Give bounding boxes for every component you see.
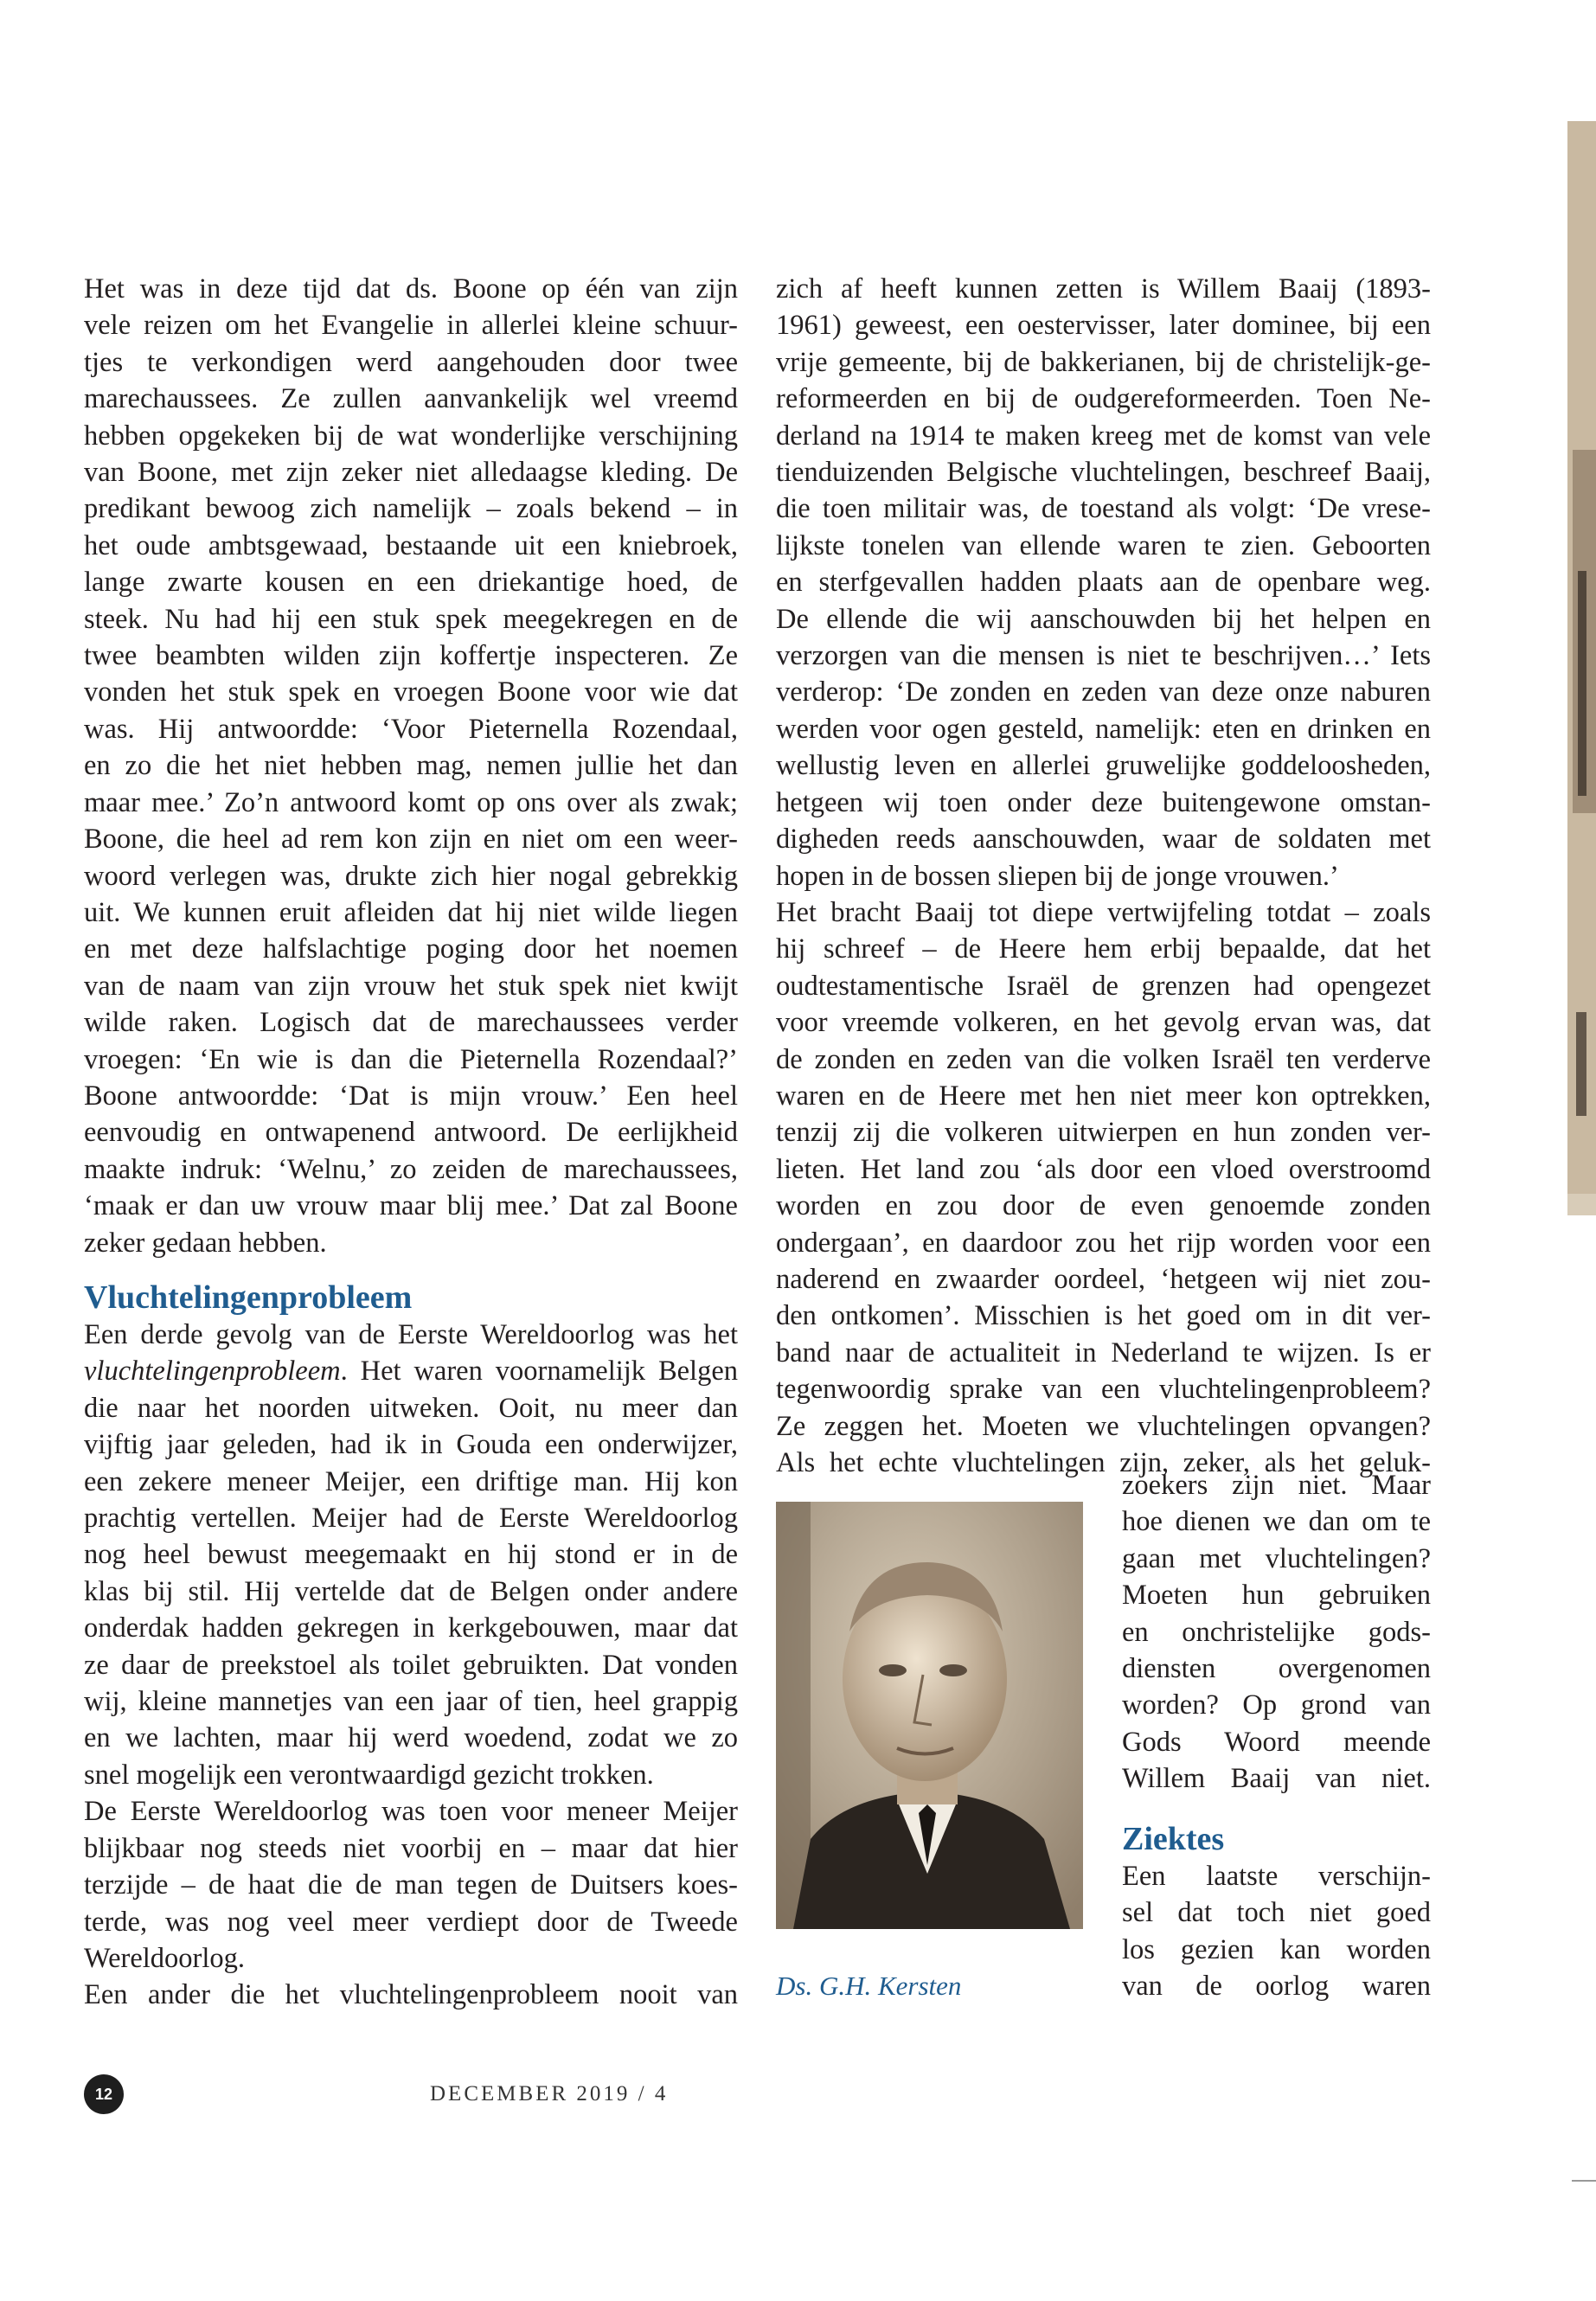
text-line: Willem Baaij van niet. — [1122, 1763, 1431, 1795]
adjacent-page-photo-edge — [1567, 121, 1596, 1215]
article-ziektes-column — [1122, 1858, 1431, 2005]
paragraph-vluchtelingen — [84, 1317, 738, 2014]
article-left-column-section — [84, 1317, 738, 2014]
text-line: uit. We kunnen eruit afleiden dat hij niet wilde liegen — [84, 896, 738, 928]
text-line: en met deze halfslachtige poging door het noemen — [84, 933, 738, 965]
text-line: van Boone, met zijn zeker niet alledaagse kleding. De — [84, 457, 738, 489]
page-number-badge: 12 — [84, 2074, 124, 2114]
text-line: Het bracht Baaij tot diepe vertwijfeling totdat – zoals — [776, 896, 1431, 928]
text-line: vonden het stuk spek en vroegen Boone voor wie dat — [84, 676, 738, 708]
text-line: Boone, die heel ad rem kon zijn en niet om een weer- — [84, 824, 738, 856]
text-line: hopen in de bossen sliepen bij de jonge vrouwen.’ — [776, 860, 1339, 892]
text-line: verderop: ‘De zonden en zeden van deze onze naburen — [776, 676, 1431, 708]
text-line: lieten. Het land zou ‘als door een vloed overstroomd — [776, 1153, 1431, 1185]
text-line: wilde raken. Logisch dat de marechaussees verder — [84, 1007, 738, 1039]
text-line: zoekers zijn niet. Maar — [1122, 1470, 1431, 1501]
text-line: maar mee.’ Zo’n antwoord komt op ons over als zwak; — [84, 786, 738, 818]
text-line: hetgeen wij toen onder deze buitengewone omstan- — [776, 786, 1431, 818]
text-line: den ontkomen’. Misschien is het goed om in dit ver- — [776, 1300, 1431, 1332]
text-line: prachtig vertellen. Meijer had de Eerste Wereldoorlog — [84, 1503, 738, 1535]
text-line: vele reizen om het Evangelie in allerlei kleine schuur- — [84, 310, 738, 342]
text-line: naderend en zwaarder oordeel, ‘hetgeen wij niet zou- — [776, 1263, 1431, 1295]
text-line: derland na 1914 te maken kreeg met de komst van vele — [776, 420, 1431, 452]
text-line: reformeerden en bij de oudgereformeerden. Toen Ne- — [776, 383, 1431, 415]
adjacent-photo-strip — [1567, 121, 1596, 1215]
text-line: twee beambten wilden zijn koffertje inspecteren. Ze — [84, 640, 738, 672]
text-line: vroegen: ‘En wie is dan die Pieternella Rozendaal?’ — [84, 1043, 738, 1075]
text-line: en zo die het niet hebben mag, nemen jullie het dan — [84, 750, 738, 782]
text-line: digheden reeds aanschouwden, waar de soldaten met — [776, 824, 1431, 856]
text-line: tienduizenden Belgische vluchtelingen, beschreef Baaij, — [776, 457, 1431, 489]
text-line: Gods Woord meende — [1122, 1726, 1431, 1758]
text-line: ondergaan’, en daardoor zou het rijp worden voor een — [776, 1227, 1431, 1259]
text-line: een zekere meneer Meijer, een driftige man. Hij kon — [84, 1465, 738, 1497]
photo-caption: Ds. G.H. Kersten — [776, 1971, 962, 2001]
text-line: waren en de Heere met hen niet meer kon optrekken, — [776, 1080, 1431, 1112]
text-line: blijkbaar nog steeds niet voorbij en – maar dat hier — [84, 1832, 738, 1864]
text-line: die naar het noorden uitweken. Ooit, nu meer dan — [84, 1392, 738, 1424]
text-line: hij schreef – de Heere hem erbij bepaalde, dat het — [776, 933, 1431, 965]
text-line: hebben opgekeken bij de wat wonderlijke verschijning — [84, 420, 738, 452]
text-line: Wereldoorlog. — [84, 1942, 246, 1974]
article-right-column — [776, 271, 1431, 1481]
portrait-photo — [776, 1502, 1083, 1929]
text-line: worden? Op grond van — [1122, 1689, 1431, 1721]
text-line: De ellende die wij aanschouwden bij het helpen en — [776, 603, 1431, 635]
text-line: gaan met vluchtelingen? — [1122, 1542, 1431, 1574]
text-line: tenzij zij die volkeren uitwierpen en hun zonden ver- — [776, 1117, 1431, 1149]
text-line: snel mogelijk een verontwaardigd gezicht trokken. — [84, 1759, 654, 1791]
text-line: was. Hij antwoordde: ‘Voor Pieternella Rozendaal, — [84, 713, 738, 745]
text-fragment: . Het waren voornamelijk Belgen — [340, 1356, 738, 1388]
issue-label: DECEMBER 2019 / 4 — [430, 2082, 669, 2106]
text-line: diensten overgenomen — [1122, 1653, 1431, 1685]
text-line: Moeten hun gebruiken — [1122, 1580, 1431, 1612]
text-line: hoe dienen we dan om te — [1122, 1506, 1431, 1538]
text-line: oudtestamentische Israël de grenzen had opengezet — [776, 970, 1431, 1002]
text-line: die toen militair was, de toestand als volgt: ‘De vrese- — [776, 493, 1431, 525]
text-line: los gezien kan worden — [1122, 1933, 1431, 1965]
article-left-column — [84, 271, 738, 1261]
italic-term: vluchtelingenprobleem — [84, 1356, 341, 1388]
text-line: en we lachten, maar hij werd woedend, zodat we zo — [84, 1722, 738, 1754]
text-line: ze daar de preekstoel als toilet gebruikten. Dat vonden — [84, 1649, 738, 1681]
text-line: tjes te verkondigen werd aangehouden door twee — [84, 346, 738, 378]
text-line: vrije gemeente, bij de bakkerianen, bij de christelijk-ge- — [776, 346, 1431, 378]
text-line: vijftig jaar geleden, had ik in Gouda een onderwijzer, — [84, 1429, 738, 1461]
paragraph-boone — [84, 271, 738, 1261]
trim-mark — [1572, 2180, 1596, 2182]
text-line: sel dat toch niet goed — [1122, 1897, 1431, 1929]
section-heading-vluchtelingenprobleem: Vluchtelingenprobleem — [84, 1279, 413, 1316]
text-line: ‘maak er dan uw vrouw maar blij mee.’ Dat zal Boone — [84, 1190, 738, 1222]
text-line: wij, kleine mannetjes van een jaar of tien, heel grappig — [84, 1686, 738, 1718]
text-line: en sterfgevallen hadden plaats aan de openbare weg. — [776, 567, 1431, 599]
article-right-narrow-column — [1122, 1467, 1431, 1798]
text-line: worden en zou door de even genoemde zonden — [776, 1190, 1431, 1222]
text-line: en onchristelijke gods- — [1122, 1616, 1431, 1648]
text-line: zeker gedaan hebben. — [84, 1227, 327, 1259]
text-line: Boone antwoordde: ‘Dat is mijn vrouw.’ Een heel — [84, 1080, 738, 1112]
text-line: tegenwoordig sprake van een vluchtelingenprobleem? — [776, 1374, 1431, 1406]
text-line: woord verlegen was, drukte zich hier nogal gebrekkig — [84, 860, 738, 892]
text-line: maakte indruk: ‘Welnu,’ zo zeiden de marechaussees, — [84, 1153, 738, 1185]
text-line: nog heel bewust meegemaakt en hij stond er in de — [84, 1539, 738, 1571]
text-line: Als het echte vluchtelingen zijn, zeker, als het geluk- — [776, 1447, 1431, 1478]
text-line: voor vreemde volkeren, en het gevolg ervan was, dat — [776, 1007, 1431, 1039]
text-line: terde, was nog veel meer verdiept door de Tweede — [84, 1906, 738, 1938]
text-line: van de oorlog waren — [1122, 1971, 1431, 2003]
text-line: lange zwarte kousen en een driekantige hoed, de — [84, 567, 738, 599]
text-line: werden voor ogen gesteld, namelijk: eten en drinken en — [776, 713, 1431, 745]
text-line: klas bij stil. Hij vertelde dat de Belgen onder andere — [84, 1575, 738, 1607]
paragraph-baaij — [776, 271, 1431, 1481]
text-line: lijkste tonelen van ellende waren te zien. Geboorten — [776, 529, 1431, 561]
text-line: eenvoudig en ontwapenend antwoord. De eerlijkheid — [84, 1117, 738, 1149]
text-line: zich af heeft kunnen zetten is Willem Baaij (1893- — [776, 273, 1431, 304]
text-line — [84, 1353, 738, 1389]
portrait-illustration — [776, 1502, 1083, 1929]
text-line: steek. Nu had hij een stuk spek meegekregen en de — [84, 603, 738, 635]
text-line: Een ander die het vluchtelingenprobleem nooit van — [84, 1979, 738, 2011]
text-line: van de naam van zijn vrouw het stuk spek niet kwijt — [84, 970, 738, 1002]
text-line: verzorgen van die mensen is niet te beschrijven…’ Iets — [776, 640, 1431, 672]
text-line: de zonden en zeden van die volken Israël ten verderve — [776, 1043, 1431, 1075]
text-line: 1961) geweest, een oestervisser, later dominee, bij een — [776, 310, 1431, 342]
text-line: Ze zeggen het. Moeten we vluchtelingen opvangen? — [776, 1410, 1431, 1442]
text-line: wellustig leven en allerlei gruwelijke goddeloosheden, — [776, 750, 1431, 782]
section-heading-ziektes: Ziektes — [1122, 1821, 1225, 1857]
text-line: terzijde – de haat die de man tegen de Duitsers koes- — [84, 1869, 738, 1901]
text-line: Een laatste verschijn- — [1122, 1861, 1431, 1892]
text-line: marechaussees. Ze zullen aanvankelijk wel vreemd — [84, 383, 738, 415]
text-line: De Eerste Wereldoorlog was toen voor meneer Meijer — [84, 1796, 738, 1828]
text-line: band naar de actualiteit in Nederland te wijzen. Is er — [776, 1336, 1431, 1368]
text-line: het oude ambtsgewaad, bestaande uit een kniebroek, — [84, 529, 738, 561]
text-line: onderdak hadden gekregen in kerkgebouwen, maar dat — [84, 1612, 738, 1644]
text-line: Een derde gevolg van de Eerste Wereldoorlog was het — [84, 1319, 738, 1350]
text-line: Het was in deze tijd dat ds. Boone op één van zijn — [84, 273, 738, 304]
text-line: predikant bewoog zich namelijk – zoals bekend – in — [84, 493, 738, 525]
